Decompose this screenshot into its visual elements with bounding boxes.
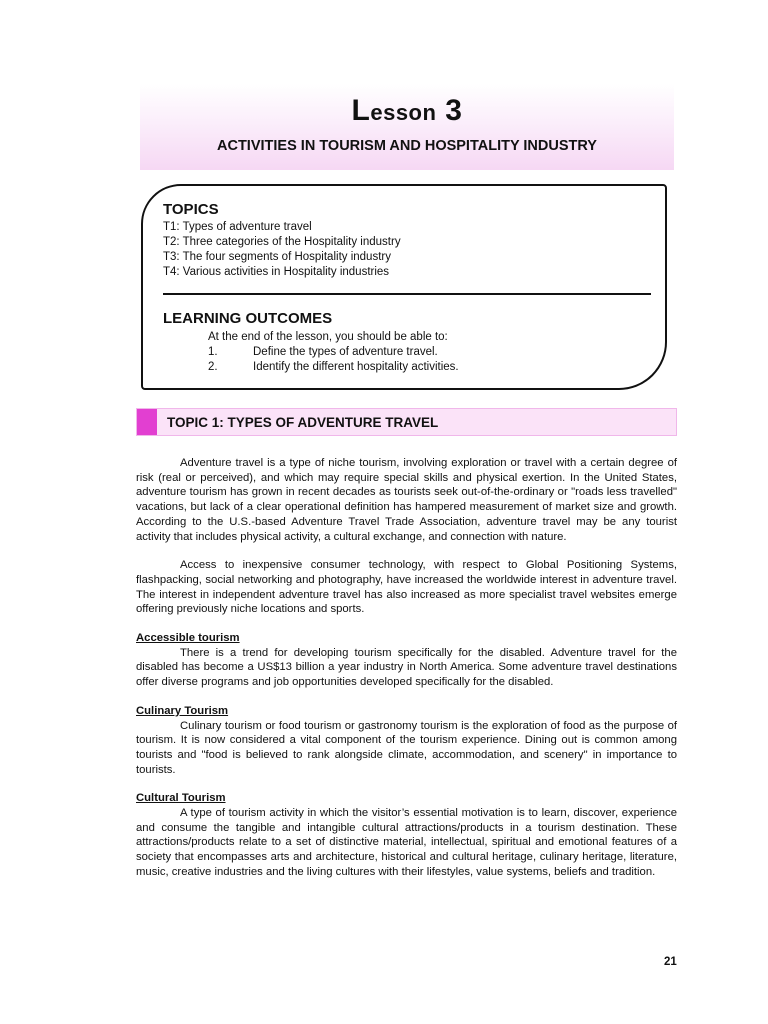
topic-item: T2: Three categories of the Hospitality industry xyxy=(163,236,401,248)
lesson-subtitle: ACTIVITIES IN TOURISM AND HOSPITALITY INDUSTRY xyxy=(217,138,597,154)
outcome-number: 1. xyxy=(208,346,218,358)
section-heading: Accessible tourism xyxy=(136,632,240,645)
body-paragraph: Culinary tourism or food tourism or gastronomy tourism is the exploration of food as the purpose of tourism. It is now considered a vital component of the tourism experience. Dining out is common among tourists and "food is believed to rank alongside climate, accommodation, and scenery" in importance to tourists. xyxy=(136,719,677,776)
outcomes-intro: At the end of the lesson, you should be able to: xyxy=(208,331,448,343)
topic-item: T3: The four segments of Hospitality industry xyxy=(163,251,391,263)
topic-banner xyxy=(136,408,677,436)
topic-banner-label: TOPIC 1: TYPES OF ADVENTURE TRAVEL xyxy=(167,415,439,430)
banner-accent-marker xyxy=(137,409,157,435)
outcome-number: 2. xyxy=(208,361,218,373)
page-number: 21 xyxy=(664,956,677,968)
learning-outcomes-heading: LEARNING OUTCOMES xyxy=(163,310,333,327)
body-paragraph: A type of tourism activity in which the visitor’s essential motivation is to learn, discover, experience and consume the tangible and intangible cultural attractions/products in a tourism destination. These attractions/products relate to a set of distinctive material, intellectual, spiritual and emotional features of a society that encompasses arts and architecture, historical and cultural heritage, culinary heritage, literature, music, creative industries and the living cultures with their lifestyles, value systems, beliefs and tradition. xyxy=(136,807,677,878)
section-heading: Cultural Tourism xyxy=(136,792,226,805)
lesson-header xyxy=(140,84,674,170)
lesson-title: Lesson 3 xyxy=(351,94,463,127)
topics-heading: TOPICS xyxy=(163,201,219,218)
topic-item: T1: Types of adventure travel xyxy=(163,221,312,233)
outcome-text: Identify the different hospitality activities. xyxy=(253,361,459,373)
topic-item: T4: Various activities in Hospitality industries xyxy=(163,266,390,278)
body-content xyxy=(136,456,677,880)
outcome-text: Define the types of adventure travel. xyxy=(253,346,438,358)
body-paragraph: Access to inexpensive consumer technology, with respect to Global Positioning Systems, flashpacking, social networking and photography, have increased the worldwide interest in adventure travel. The interest in independent adventure travel has also increased as more specialist travel websites emerge offering previously niche locations and sports. xyxy=(136,559,677,616)
box-divider xyxy=(163,293,651,295)
section-heading: Culinary Tourism xyxy=(136,704,229,717)
topics-box xyxy=(141,184,667,390)
body-paragraph: There is a trend for developing tourism specifically for the disabled. Adventure travel for the disabled has become a US$13 billion a year industry in North America. Some adventure travel destinations offer diverse programs and job opportunities developed specifically for the disabled. xyxy=(136,646,677,689)
body-paragraph: Adventure travel is a type of niche tourism, involving exploration or travel with a certain degree of risk (real or perceived), and which may require special skills and physical exertion. In the United States, adventure tourism has grown in recent decades as tourists seek out-of-the-ordinary or "roads less travelled" vacations, but lack of a clear operational definition has hampered measurement of market size and growth. According to the U.S.-based Adventure Travel Trade Association, adventure travel may be any tourist activity that includes physical activity, a cultural exchange, and connection with nature. xyxy=(136,457,677,543)
